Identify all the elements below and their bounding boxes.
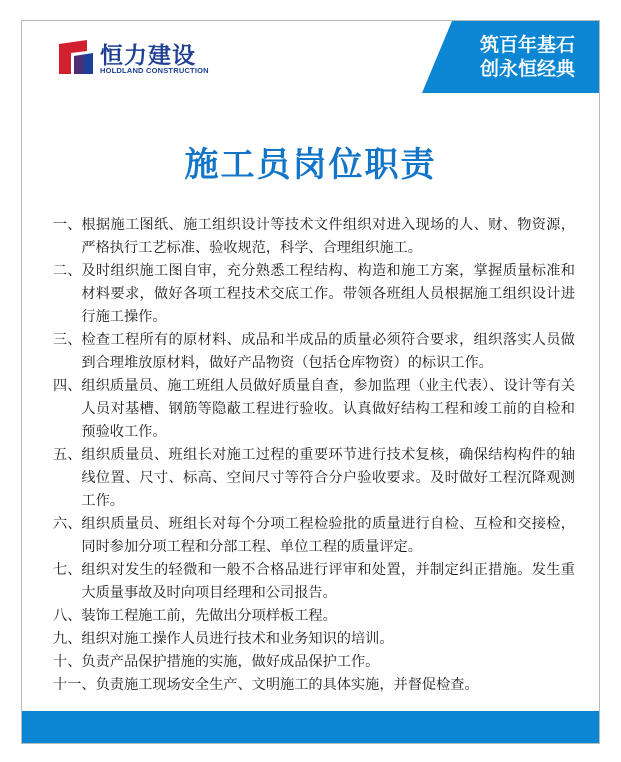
duty-item [53,444,575,513]
duty-number: 六、 [53,516,82,532]
company-name-en: HOLDLAND CONSTRUCTION [100,66,209,75]
duty-item [53,559,575,605]
duty-number: 九、 [53,631,82,647]
duty-item [53,513,575,559]
duty-number: 十、 [53,654,82,670]
slogan-line-1: 筑百年基石 [479,34,575,56]
duty-item [53,260,575,329]
duty-text: 负责产品保护措施的实施，做好成品保护工作。 [81,654,380,670]
duties-list [53,214,575,697]
page-title: 施工员岗位职责 [184,145,437,185]
duty-number: 七、 [53,562,82,578]
duty-item [53,628,575,651]
duty-text: 组织对发生的轻微和一般不合格品进行评审和处置，并制定纠正措施。发生重大质量事故及时向项目经理和公司报告。 [81,562,575,601]
duty-number: 一、 [53,217,82,233]
duty-text: 装饰工程施工前，先做出分项样板工程。 [81,608,337,624]
duty-item [53,329,575,375]
duty-text: 组织质量员、班组长对每个分项工程检验批的质量进行自检、互检和交接检，同时参加分项工程和分部工程、单位工程的质量评定。 [81,516,575,555]
duty-item [53,605,575,628]
duty-text: 及时组织施工图自审，充分熟悉工程结构、构造和施工方案，掌握质量标准和材料要求，做好各项工程技术交底工作。带领各班组人员根据施工组织设计进行施工操作。 [81,263,575,325]
duty-number: 二、 [53,263,82,279]
duty-item [53,375,575,444]
duty-number: 五、 [53,447,82,463]
slogan [480,33,575,81]
logo-panel [22,21,422,93]
company-logo-icon [59,40,93,74]
slogan-line-2: 创永恒经典 [479,58,575,80]
duty-number: 三、 [53,332,82,348]
duty-text: 负责施工现场安全生产、文明施工的具体实施，并督促检查。 [95,677,479,693]
duty-number: 十一、 [53,677,96,693]
company-name-cn: 恒力建设 [100,43,196,69]
duty-number: 四、 [53,378,82,394]
duty-item [53,214,575,260]
duty-text: 组织质量员、施工班组人员做好质量自查，参加监理（业主代表）、设计等有关人员对基槽、钢筋等隐蔽工程进行验收。认真做好结构工程和竣工前的自检和预验收工作。 [81,378,575,440]
duty-text: 组织对施工操作人员进行技术和业务知识的培训。 [81,631,394,647]
duty-text: 根据施工图纸、施工组织设计等技术文件组织对进入现场的人、财、物资源，严格执行工艺标准、验收规范，科学、合理组织施工。 [81,217,575,256]
sign-board [21,20,600,744]
header-bar [22,21,599,93]
footer-bar [22,711,599,743]
duty-number: 八、 [53,608,82,624]
duty-item [53,674,575,697]
duty-text: 检查工程所有的原材料、成品和半成品的质量必须符合要求，组织落实人员做到合理堆放原材料，做好产品物资（包括仓库物资）的标识工作。 [81,332,575,371]
duty-item [53,651,575,674]
duty-text: 组织质量员、班组长对施工过程的重要环节进行技术复核，确保结构构件的轴线位置、尺寸、标高、空间尺寸等符合分户验收要求。及时做好工程沉降观测工作。 [81,447,575,509]
